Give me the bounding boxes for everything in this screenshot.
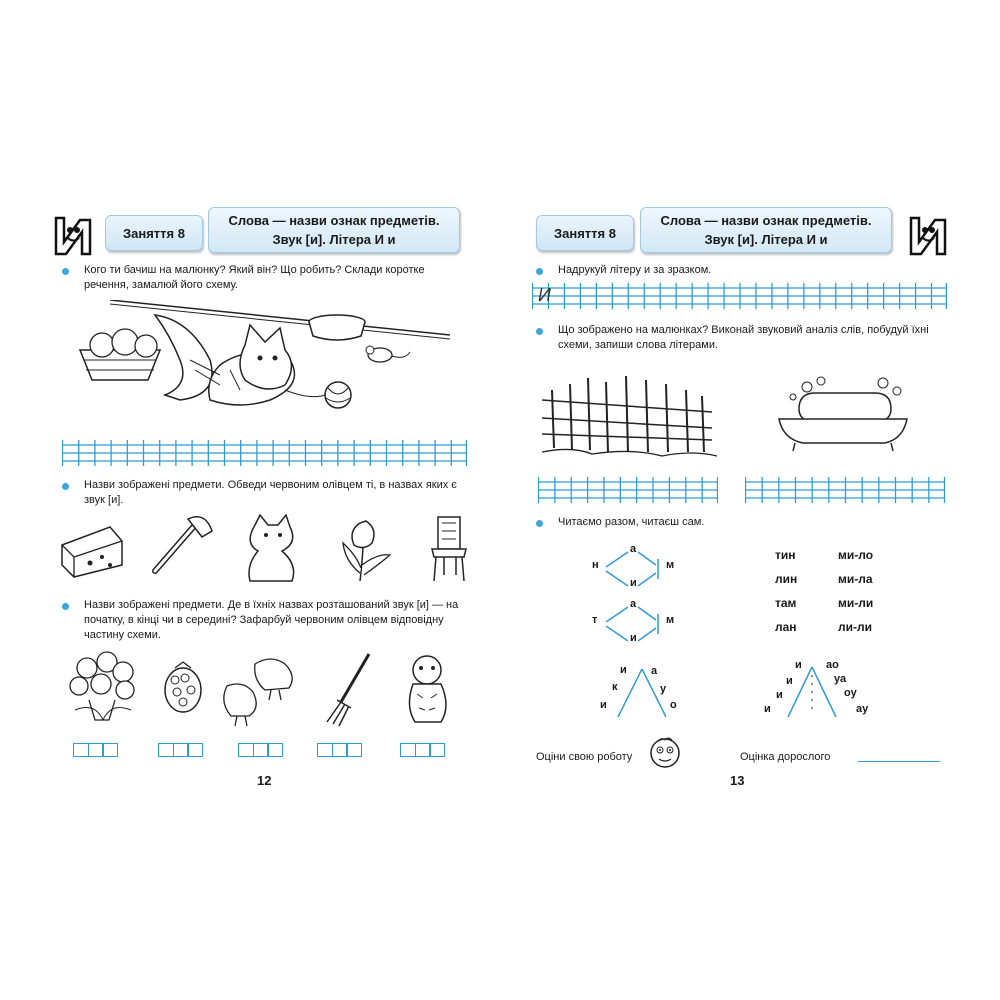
ladder-right-1: у	[660, 683, 667, 695]
tiger-icon	[409, 656, 446, 722]
ladder-left-2: и	[764, 703, 771, 715]
flower-bouquet-icon	[70, 652, 134, 720]
left-page	[50, 195, 490, 805]
lesson-badge: Заняття 8	[105, 215, 203, 251]
read-word: ми-ли	[838, 596, 874, 610]
title-line-2: Звук [и]. Літера И и	[704, 232, 828, 247]
syllable-top: а	[630, 598, 637, 610]
read-word: тин	[775, 548, 796, 562]
cheese-icon	[62, 527, 122, 577]
sound-scheme-boxes[interactable]	[400, 743, 444, 757]
letter-i-mascot-icon	[905, 210, 955, 260]
task-bullet	[536, 268, 543, 275]
objects-row-2	[65, 650, 485, 730]
task-3-text: Читаємо разом, читаєш сам.	[558, 516, 705, 528]
syllable-left: н	[592, 559, 599, 571]
task-1-text: Кого ти бачиш на малюнку? Який він? Що робить? Склади коротке речення, замалюй його схему.	[84, 264, 425, 291]
ladder-left-0: к	[612, 681, 618, 693]
syllable-right: м	[666, 559, 675, 571]
task-bullet	[62, 483, 69, 490]
title-line-1: Слова — назви ознак предметів.	[228, 213, 440, 228]
letter-writing-grid[interactable]	[532, 283, 947, 307]
ladder-right-0: а	[651, 665, 658, 677]
task-bullet	[62, 268, 69, 275]
writing-grid[interactable]	[745, 477, 945, 501]
smiley-face-icon[interactable]	[648, 735, 682, 769]
sound-scheme-boxes[interactable]	[317, 743, 361, 757]
task-bullet	[536, 328, 543, 335]
read-word: лан	[775, 620, 797, 634]
task-3-text: Назви зображені предмети. Де в їхніх назвах розташований звук [и] — на початку, в кінці чи в середині? Зафарбуй червоним олівцем відповідну частину схеми.	[84, 599, 459, 641]
lesson-title	[208, 207, 460, 253]
sound-scheme-boxes[interactable]	[158, 743, 202, 757]
read-word: ли-ли	[838, 620, 872, 634]
ladder-right-3: ау	[856, 703, 869, 715]
lesson-badge: Заняття 8	[536, 215, 634, 251]
sample-letter: И	[538, 285, 551, 305]
self-evaluation-label: Оціни свою роботу	[536, 751, 633, 763]
letter-i-mascot-icon	[50, 210, 100, 260]
adult-evaluation-label: Оцінка дорослого	[740, 751, 831, 763]
ladder-left-0: и	[786, 675, 793, 687]
task-bullet	[62, 603, 69, 610]
read-word: ми-ло	[838, 548, 874, 562]
read-word: там	[775, 596, 797, 610]
task-2-text: Назви зображені предмети. Обведи червоним олівцем ті, в назвах яких є звук [и].	[84, 479, 457, 506]
task-1-text: Надрукуй літеру и за зразком.	[558, 264, 712, 276]
ladder-right-1: уа	[834, 673, 847, 685]
task-2-text: Що зображено на малюнках? Виконай звуковий аналіз слів, побудуй їхні схеми, запиши слова літерами.	[558, 324, 929, 351]
soap-illustration	[775, 375, 910, 455]
title-line-1: Слова — назви ознак предметів.	[660, 213, 872, 228]
chair-icon	[432, 517, 466, 581]
axe-icon	[155, 517, 212, 571]
ladder-top: и	[795, 659, 802, 671]
title-line-2: Звук [и]. Літера И и	[272, 232, 396, 247]
adult-evaluation-line[interactable]	[858, 761, 940, 762]
right-page	[520, 195, 960, 805]
read-word: ми-ла	[838, 572, 873, 586]
page-number: 12	[257, 773, 272, 788]
syllable-right: м	[666, 614, 675, 626]
page-number: 13	[730, 773, 745, 788]
writing-grid[interactable]	[538, 477, 718, 501]
syllable-bottom: и	[630, 577, 637, 589]
fork-icon	[327, 654, 369, 726]
sound-scheme-boxes[interactable]	[73, 743, 117, 757]
sound-scheme-boxes[interactable]	[238, 743, 282, 757]
syllable-top: а	[630, 543, 637, 555]
ladder-right-0: ао	[826, 659, 839, 671]
tulip-icon	[343, 521, 390, 581]
task-bullet	[536, 520, 543, 527]
ladder-left-1: и	[600, 699, 607, 711]
ladder-right-2: оу	[844, 687, 857, 699]
read-word: лин	[775, 572, 798, 586]
chickens-icon	[224, 659, 292, 726]
lesson-title	[640, 207, 892, 253]
fence-illustration	[542, 370, 717, 460]
writing-grid[interactable]	[62, 440, 467, 464]
ladder-top: и	[620, 664, 627, 676]
cat-sitting-icon	[249, 515, 294, 581]
raspberry-icon	[165, 662, 201, 712]
cat-scene-illustration	[70, 300, 480, 430]
syllable-bottom: и	[630, 632, 637, 644]
ladder-right-2: о	[670, 699, 677, 711]
ladder-left-1: и	[776, 689, 783, 701]
objects-row-1	[60, 513, 480, 583]
syllable-left: т	[592, 614, 598, 626]
